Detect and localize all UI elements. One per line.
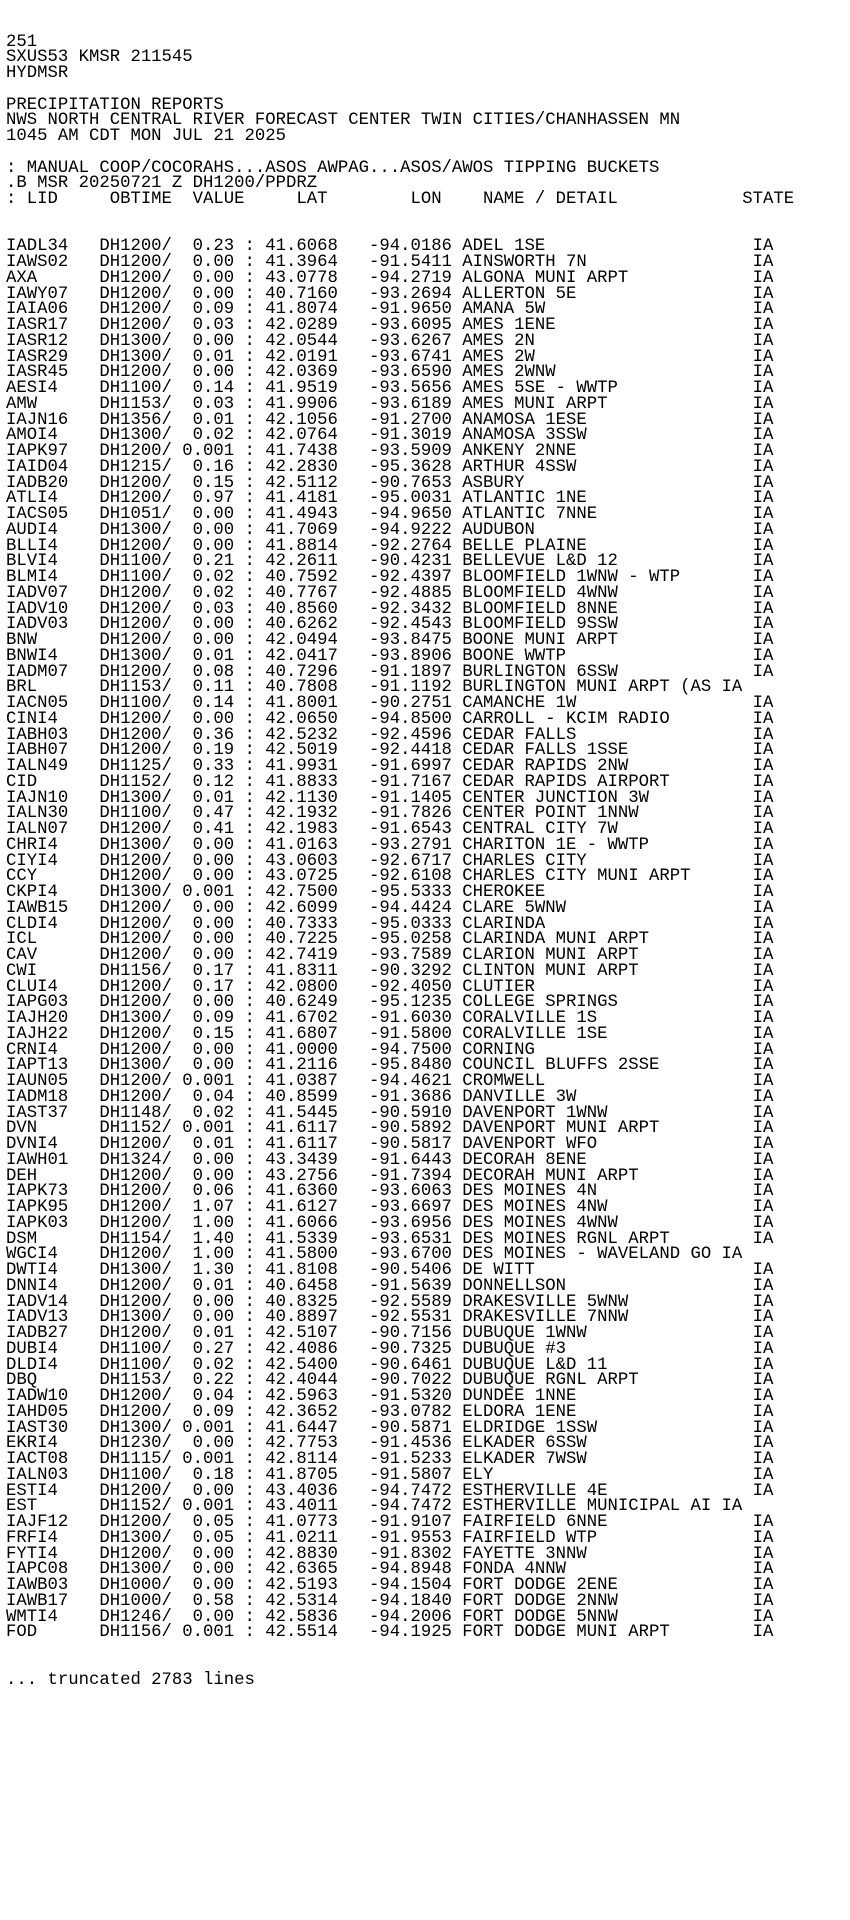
station-row: IAST30 DH1300/ 0.001 : 41.6447 -90.5871 ELDRIDGE 1SSW IA [6,1418,774,1438]
station-row: IAJH22 DH1200/ 0.15 : 41.6807 -91.5800 CORALVILLE 1SE IA [6,1024,774,1044]
header-line: NWS NORTH CENTRAL RIVER FORECAST CENTER TWIN CITIES/CHANHASSEN MN [6,111,681,131]
station-row: DVN DH1152/ 0.001 : 41.6117 -90.5892 DAVENPORT MUNI ARPT IA [6,1119,774,1139]
station-row: IABH07 DH1200/ 0.19 : 42.5019 -92.4418 CEDAR FALLS 1SSE IA [6,741,774,761]
station-row: CID DH1152/ 0.12 : 41.8833 -91.7167 CEDAR RAPIDS AIRPORT IA [6,772,774,792]
station-row: IAPT13 DH1300/ 0.00 : 41.2116 -95.8480 COUNCIL BLUFFS 2SSE IA [6,1056,774,1076]
station-row: CHRI4 DH1300/ 0.00 : 41.0163 -93.2791 CHARITON 1E - WWTP IA [6,835,774,855]
station-row: EST DH1152/ 0.001 : 43.4011 -94.7472 ESTHERVILLE MUNICIPAL AI IA [6,1497,743,1517]
station-row: IASR45 DH1200/ 0.00 : 42.0369 -93.6590 AMES 2WNW IA [6,363,774,383]
station-row: IALN07 DH1200/ 0.41 : 42.1983 -91.6543 CENTRAL CITY 7W IA [6,820,774,840]
station-row: CAV DH1200/ 0.00 : 42.7419 -93.7589 CLARION MUNI ARPT IA [6,946,774,966]
station-row: IADV03 DH1200/ 0.00 : 40.6262 -92.4543 BLOOMFIELD 9SSW IA [6,615,774,635]
station-row: IAPG03 DH1200/ 0.00 : 40.6249 -95.1235 COLLEGE SPRINGS IA [6,993,774,1013]
header-line: 251 [6,32,38,52]
station-row: IAJN16 DH1356/ 0.01 : 42.1056 -91.2700 ANAMOSA 1ESE IA [6,410,774,430]
station-row: IADM07 DH1200/ 0.08 : 40.7296 -91.1897 BURLINGTON 6SSW IA [6,662,774,682]
station-row: DLDI4 DH1100/ 0.02 : 42.5400 -90.6461 DUBUQUE L&D 11 IA [6,1355,774,1375]
station-row: FOD DH1156/ 0.001 : 42.5514 -94.1925 FORT DODGE MUNI ARPT IA [6,1623,774,1643]
station-row: CWI DH1156/ 0.17 : 41.8311 -90.3292 CLINTON MUNI ARPT IA [6,961,774,981]
station-row: AXA DH1200/ 0.00 : 43.0778 -94.2719 ALGONA MUNI ARPT IA [6,268,774,288]
station-row: BLLI4 DH1200/ 0.00 : 41.8814 -92.2764 BELLE PLAINE IA [6,536,774,556]
header-line: SXUS53 KMSR 211545 [6,48,193,68]
station-row: WMTI4 DH1246/ 0.00 : 42.5836 -94.2006 FORT DODGE 5NNW IA [6,1607,774,1627]
station-row: BRL DH1153/ 0.11 : 40.7808 -91.1192 BURLINGTON MUNI ARPT (AS IA [6,678,743,698]
station-row: IADV13 DH1300/ 0.00 : 40.8897 -92.5531 DRAKESVILLE 7NNW IA [6,1308,774,1328]
station-row: IACT08 DH1115/ 0.001 : 42.8114 -91.5233 ELKADER 7WSW IA [6,1450,774,1470]
station-row: IADV07 DH1200/ 0.02 : 40.7767 -92.4885 BLOOMFIELD 4WNW IA [6,583,774,603]
station-row: IAPK73 DH1200/ 0.06 : 41.6360 -93.6063 DES MOINES 4N IA [6,1182,774,1202]
station-row: IADV14 DH1200/ 0.00 : 40.8325 -92.5589 DRAKESVILLE 5WNW IA [6,1292,774,1312]
station-row: IACN05 DH1100/ 0.14 : 41.8001 -90.2751 CAMANCHE 1W IA [6,694,774,714]
header-line: 1045 AM CDT MON JUL 21 2025 [6,127,287,147]
station-row: IAPK97 DH1200/ 0.001 : 41.7438 -93.5909 ANKENY 2NNE IA [6,442,774,462]
station-row: ICL DH1200/ 0.00 : 40.7225 -95.0258 CLARINDA MUNI ARPT IA [6,930,774,950]
station-row: ATLI4 DH1200/ 0.97 : 41.4181 -95.0031 ATLANTIC 1NE IA [6,489,774,509]
station-row: IAWB03 DH1000/ 0.00 : 42.5193 -94.1504 FORT DODGE 2ENE IA [6,1576,774,1596]
station-row: CLDI4 DH1200/ 0.00 : 40.7333 -95.0333 CLARINDA IA [6,914,774,934]
station-row: EKRI4 DH1230/ 0.00 : 42.7753 -91.4536 ELKADER 6SSW IA [6,1434,774,1454]
truncation-notice: ... truncated 2783 lines [6,1670,255,1690]
station-row: IASR12 DH1300/ 0.00 : 42.0544 -93.6267 AMES 2N IA [6,331,774,351]
station-row: DEH DH1200/ 0.00 : 43.2756 -91.7394 DECORAH MUNI ARPT IA [6,1166,774,1186]
station-row: DSM DH1154/ 1.40 : 41.5339 -93.6531 DES MOINES RGNL ARPT IA [6,1229,774,1249]
station-row: IADB20 DH1200/ 0.15 : 42.5112 -90.7653 ASBURY IA [6,473,774,493]
station-row: IAUN05 DH1200/ 0.001 : 41.0387 -94.4621 CROMWELL IA [6,1072,774,1092]
station-row: CKPI4 DH1300/ 0.001 : 42.7500 -95.5333 CHEROKEE IA [6,883,774,903]
station-row: CRNI4 DH1200/ 0.00 : 41.0000 -94.7500 CORNING IA [6,1040,774,1060]
station-row: BLMI4 DH1100/ 0.02 : 40.7592 -92.4397 BLOOMFIELD 1WNW - WTP IA [6,568,774,588]
station-row: DVNI4 DH1200/ 0.01 : 41.6117 -90.5817 DAVENPORT WFO IA [6,1135,774,1155]
station-row: IAJN10 DH1300/ 0.01 : 42.1130 -91.1405 CENTER JUNCTION 3W IA [6,788,774,808]
station-row: IAST37 DH1148/ 0.02 : 41.5445 -90.5910 DAVENPORT 1WNW IA [6,1103,774,1123]
station-row: CINI4 DH1200/ 0.00 : 42.0650 -94.8500 CARROLL - KCIM RADIO IA [6,709,774,729]
station-row: AMW DH1153/ 0.03 : 41.9906 -93.6189 AMES MUNI ARPT IA [6,394,774,414]
station-row: BNW DH1200/ 0.00 : 42.0494 -93.8475 BOONE MUNI ARPT IA [6,631,774,651]
station-row: IABH03 DH1200/ 0.36 : 42.5232 -92.4596 CEDAR FALLS IA [6,725,774,745]
station-row: IAJH20 DH1300/ 0.09 : 41.6702 -91.6030 CORALVILLE 1S IA [6,1009,774,1029]
station-row: IALN03 DH1100/ 0.18 : 41.8705 -91.5807 ELY IA [6,1465,774,1485]
station-row: IAWY07 DH1200/ 0.00 : 40.7160 -93.2694 ALLERTON 5E IA [6,284,774,304]
station-row: IAWB15 DH1200/ 0.00 : 42.6099 -94.4424 CLARE 5WNW IA [6,898,774,918]
station-row: BLVI4 DH1100/ 0.21 : 42.2611 -90.4231 BELLEVUE L&D 12 IA [6,552,774,572]
station-row: IADV10 DH1200/ 0.03 : 40.8560 -92.3432 BLOOMFIELD 8NNE IA [6,599,774,619]
station-row: IAHD05 DH1200/ 0.09 : 42.3652 -93.0782 ELDORA 1ENE IA [6,1402,774,1422]
station-row: IAPC08 DH1300/ 0.00 : 42.6365 -94.8948 FONDA 4NNW IA [6,1560,774,1580]
header-line: HYDMSR [6,64,69,84]
station-row: IAWH01 DH1324/ 0.00 : 43.3439 -91.6443 DECORAH 8ENE IA [6,1150,774,1170]
station-row: IADL34 DH1200/ 0.23 : 41.6068 -94.0186 ADEL 1SE IA [6,237,774,257]
station-row: DNNI4 DH1200/ 0.01 : 40.6458 -91.5639 DONNELLSON IA [6,1276,774,1296]
station-row: DBQ DH1153/ 0.22 : 42.4044 -90.7022 DUBUQUE RGNL ARPT IA [6,1371,774,1391]
station-row: DWTI4 DH1300/ 1.30 : 41.8108 -90.5406 DE WITT IA [6,1261,774,1281]
station-row: IADB27 DH1200/ 0.01 : 42.5107 -90.7156 DUBUQUE 1WNW IA [6,1324,774,1344]
column-header-row: : LID OBTIME VALUE LAT LON NAME / DETAIL STATE [6,190,795,210]
station-row: AMOI4 DH1300/ 0.02 : 42.0764 -91.3019 ANAMOSA 3SSW IA [6,426,774,446]
station-row: IACS05 DH1051/ 0.00 : 41.4943 -94.9650 ATLANTIC 7NNE IA [6,505,774,525]
station-row: IAID04 DH1215/ 0.16 : 42.2830 -95.3628 ARTHUR 4SSW IA [6,457,774,477]
station-row: CCY DH1200/ 0.00 : 43.0725 -92.6108 CHARLES CITY MUNI ARPT IA [6,867,774,887]
station-row: IAIA06 DH1200/ 0.09 : 41.8074 -91.9650 AMANA 5W IA [6,300,774,320]
header-line: PRECIPITATION REPORTS [6,95,224,115]
station-row: IASR29 DH1300/ 0.01 : 42.0191 -93.6741 AMES 2W IA [6,347,774,367]
station-row: DUBI4 DH1100/ 0.27 : 42.4086 -90.7325 DUBUQUE #3 IA [6,1339,774,1359]
header-line: .B MSR 20250721 Z DH1200/PPDRZ [6,174,318,194]
station-row: IAJF12 DH1200/ 0.05 : 41.0773 -91.9107 FAIRFIELD 6NNE IA [6,1513,774,1533]
station-row: AESI4 DH1100/ 0.14 : 41.9519 -93.5656 AMES 5SE - WWTP IA [6,379,774,399]
station-row: ESTI4 DH1200/ 0.00 : 43.4036 -94.7472 ESTHERVILLE 4E IA [6,1481,774,1501]
station-row: CIYI4 DH1200/ 0.00 : 43.0603 -92.6717 CHARLES CITY IA [6,851,774,871]
station-row: IAPK95 DH1200/ 1.07 : 41.6127 -93.6697 DES MOINES 4NW IA [6,1198,774,1218]
report-table [6,239,850,1641]
station-row: FYTI4 DH1200/ 0.00 : 42.8830 -91.8302 FAYETTE 3NNW IA [6,1544,774,1564]
station-row: IADM18 DH1200/ 0.04 : 40.8599 -91.3686 DANVILLE 3W IA [6,1087,774,1107]
station-row: BNWI4 DH1300/ 0.01 : 42.0417 -93.8906 BOONE WWTP IA [6,646,774,666]
station-row: IALN30 DH1100/ 0.47 : 42.1932 -91.7826 CENTER POINT 1NNW IA [6,804,774,824]
station-row: IAPK03 DH1200/ 1.00 : 41.6066 -93.6956 DES MOINES 4WNW IA [6,1213,774,1233]
header-line: : MANUAL COOP/COCORAHS...ASOS AWPAG...ASOS/AWOS TIPPING BUCKETS [6,158,660,178]
report-header [6,32,850,210]
station-row: IAWS02 DH1200/ 0.00 : 41.3964 -91.5411 AINSWORTH 7N IA [6,253,774,273]
station-row: IALN49 DH1125/ 0.33 : 41.9931 -91.6997 CEDAR RAPIDS 2NW IA [6,757,774,777]
station-row: CLUI4 DH1200/ 0.17 : 42.0800 -92.4050 CLUTIER IA [6,977,774,997]
station-row: WGCI4 DH1200/ 1.00 : 41.5800 -93.6700 DES MOINES - WAVELAND GO IA [6,1245,743,1265]
station-row: AUDI4 DH1300/ 0.00 : 41.7069 -94.9222 AUDUBON IA [6,520,774,540]
station-row: FRFI4 DH1300/ 0.05 : 41.0211 -91.9553 FAIRFIELD WTP IA [6,1528,774,1548]
station-row: IASR17 DH1200/ 0.03 : 42.0289 -93.6095 AMES 1ENE IA [6,316,774,336]
station-row: IADW10 DH1200/ 0.04 : 42.5963 -91.5320 DUNDEE 1NNE IA [6,1387,774,1407]
station-row: IAWB17 DH1000/ 0.58 : 42.5314 -94.1840 FORT DODGE 2NNW IA [6,1591,774,1611]
